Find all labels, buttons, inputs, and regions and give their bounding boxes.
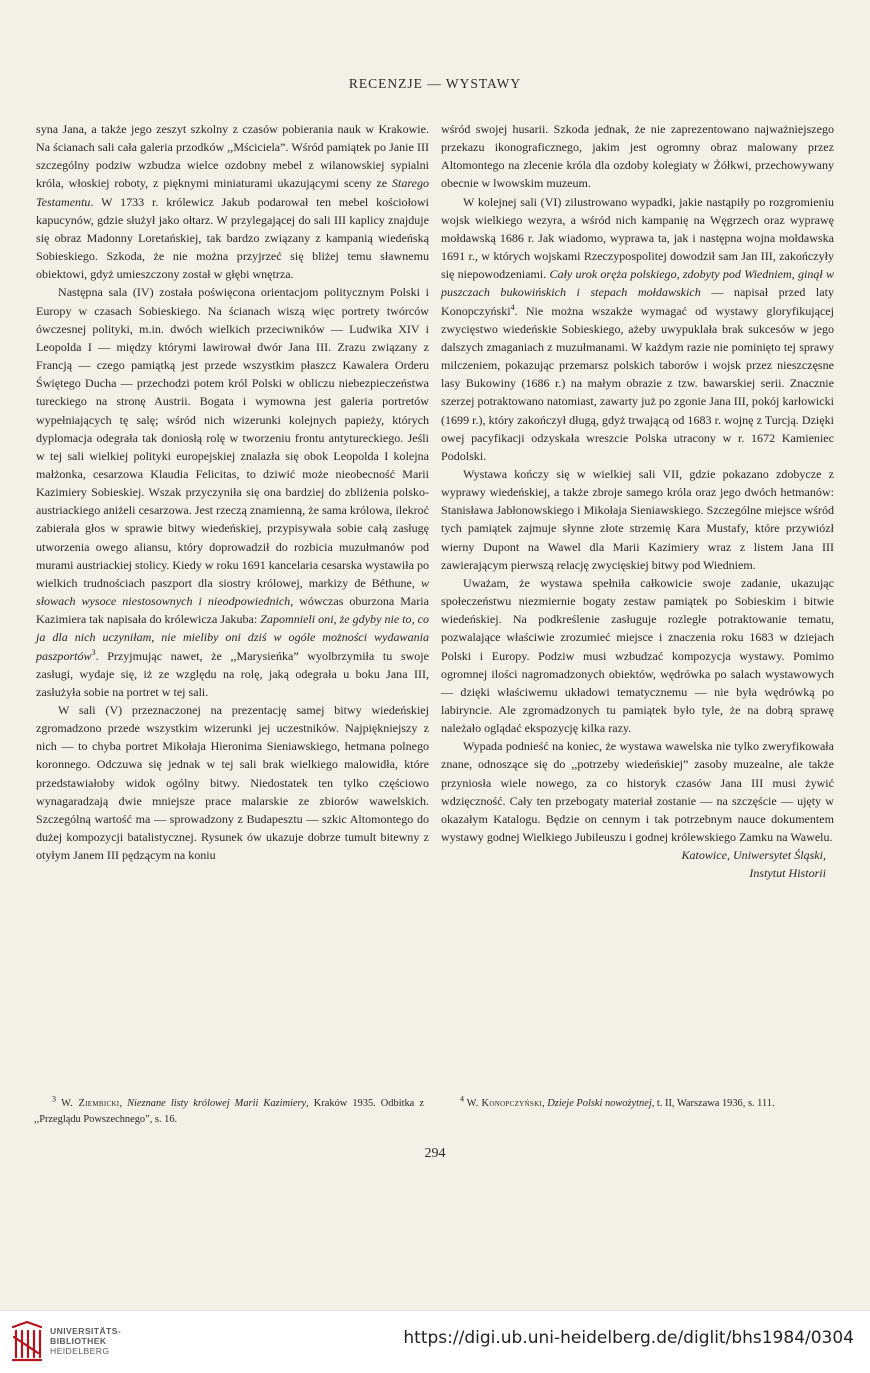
paragraph: Uważam, że wystawa spełniła całkowicie swoje zadanie, ukazując społeczeństwu niezmiernie bogaty zestaw pamiątek po Sobieskim i bitwie wiedeńskiej. Na podkreślenie zasługuje rozległe potraktowanie tematu, pozwalające właściwie zrozumieć miejsce i znaczenia roku 1683 w dziejach Polski i Europy. Podziw musi wzbudzać kompozycja wystawy. Pomimo ogromnej ilości nagromadzonych obiektów, wędrówka po salach wystawowych — dzięki właściwemu układowi tematycznemu — nie była wędrówką po labiryncie. Ale zgromadzonych tu pamiątek było tyle, że na dobrą sprawę należało oglądać ekspozycję kilka razy. [441,575,834,736]
paragraph: W sali (V) przeznaczonej na prezentację samej bitwy wiedeńskiej zgromadzono przede wszystkim wizerunki jej uczestników. Najpiękniejszy z nich — to chyba portret Mikołaja Hieronima Sieniawskiego, hetmana polnego koronnego. Odczuwa się jednak w tej sali brak wielkiego malowidła, które przedstawiałoby widok ogólny bitwy. Niedostatek ten tylko częściowo wynagaradzają dwie mniejsze prace malarskie ze zbiorów wawelskich. Szczególną wartość ma — sprowadzony z Budapesztu — szkic Altomontego do dużej kompozycji batalistycznej. Rysunek ów ukazuje dobrze tumult bitewny z otyłym Janem III pędzącym na koniu [36,703,429,863]
paragraph: Następna sala (IV) została poświęcona orientacjom politycznym Polski i Europy w czasach Sobieskiego. Na ścianach wiszą więc portrety twórców ówczesnej polityki, m.in. dwóch wielkich przeciwników — Ludwika XIV i Leopolda I — między którymi lawirował dwór Jana III. Zrazu związany z Francją — czego pamiątką jest przede wszystkim płaszcz Kawalera Orderu Świętego Ducha — przechodzi potem król Polski w obliczu niebezpieczeństwa tureckiego na stronę Austrii. Bogata i wymowna jest galeria portretów wypełniających tę salę; wśród nich wizerunki kolejnych papieży, których dyplomacja odegrała tak doniosłą rolę w tworzeniu frontu antytureckiego. Jeśli w tej sali wielkiej polityki europejskiej znalazła się obok Leopolda I kolejna małżonka, cesarzowa Klaudia Felicitas, to dziwić może nieobecność Marii Kazimiery Sobieskiej. Wszak przyczyniła się ona bardziej do zbliżenia polsko-austriackiego aniżeli cesarzowa. Jest rzeczą znamienną, że sama królowa, ilekroć zabierała głos w sprawie bitwy wiedeńskiej, przypisywała sobie całą zasługę utworzenia owego aliansu, który doprowadził do rozbicia muzułmanów pod murami austriackiej stolicy. Kiedy w roku 1691 kancelaria cesarska wystawiła po wielkich trudnościach paszport dla siostry królowej, markizy de Béthune, w słowach wysoce niestosownych i nieodpowiednich, wówczas oburzona Maria Kazimiera tak napisała do królewicza Jakuba: Zapomnieli oni, że gdyby nie to, co ja dla nich uczyniłam, nie mieliby oni dziś w ogóle możności wydawania paszportów$^3$. Przyjmując nawet, że ,,Marysieńka” wyolbrzymiła tu swoje zasługi, wydaje się, iż ze względu na rolę, jaką odegrała u boku Jana III, zasłużyła sobie na portret w tej sali. [36,285,429,699]
page-number: 294 [424,1146,446,1161]
footnote-3: $^3$ W. Ziembicki, Nieznane listy królowej Marii Kazimiery, Kraków 1935. Odbitka z ,,Przeglądu Powszechnego”, s. 16. [34,1094,424,1125]
footnote-ref[interactable]: 4 [510,302,515,312]
author-institute: Instytut Historii [749,866,826,881]
library-name: UNIVERSITÄTS- BIBLIOTHEK HEIDELBERG [50,1326,122,1357]
university-library-logo-icon[interactable] [10,1319,44,1363]
footnote-ref[interactable]: 3 [91,647,96,657]
paragraph: syna Jana, a także jego zeszyt szkolny z czasów pobierania nauk w Krakowie. Na ścianach sali cała galeria przodków ,,Mściciela”. Wśród pamiątek po Janie III szczególny podziw wzbudza wielce ozdobny mebel z wilanowskiej sypialni króla, włoskiej roboty, z pięknymi miniaturami ukazującymi sceny ze Starego Testamentu. W 1733 r. królewicz Jakub podarował ten mebel kościołowi kapucynów, gdzie służył jako ołtarz. W przylegającej do sali III kaplicy znajduje się obraz Madonny Loretańskiej, tak bardzo związany z kampanią wiedeńską Sobieskiego. Szkoda, że nie można przyjrzeć się bliżej temu sławnemu obiektowi, gdyż umieszczony został w głębi wnętrza. [36,122,429,282]
author-affiliation: Katowice, Uniwersytet Śląski, [681,848,826,863]
source-url-link[interactable]: https://digi.ub.uni-heidelberg.de/diglit/bhs1984/0304 [403,1328,854,1348]
running-head: RECENZJE — WYSTAWY [348,76,522,91]
paragraph: wśród swojej husarii. Szkoda jednak, że nie zaprezentowano najważniejszego przekazu ikonograficznego, jakim jest ogromny obraz malowany przez Altomontego na zlecenie króla dla ozdoby kolegiaty w Żółkwi, przechowywany obecnie w lwowskim muzeum. [441,122,834,191]
paragraph: W kolejnej sali (VI) zilustrowano wypadki, jakie nastąpiły po rozgromieniu wojsk wielkiego wezyra, a wśród nich kampanię na Węgrzech oraz wyprawę mołdawską 1686 r. Jak wiadomo, wyprawa ta, jak i następna wojna mołdawska 1691 r., w których wojskami Rzeczypospolitej dowodził sam Jan III, zakończyły się niepowodzeniami. Cały urok oręża polskiego, zdobyty pod Wiedniem, ginął w puszczach bukowińskich i stepach mołdawskich — napisał przed laty Konopczyński$^4$. Nie można wszakże wymagać od wystawy gloryfikującej zwycięstwo wiedeńskie Sobieskiego, ażeby uwypuklała brak sukcesów w jego dalszych zmaganiach z muzułmanami. W każdym razie nie pominięto tej sprawy milczeniem, pokazując przemarsz polskich taborów i wojsk przez nieszczęsne lasy Bukowiny (1686 r.) na małym obrazie z tzw. bawarskiej serii. Znacznie szerzej potraktowano natomiast, zawarty już po zgonie Jana III, pokój karłowicki (1699 r.), który zakończył długą, gdyż trwającą od 1683 r. wojnę z Turcją. Dzięki owej pacyfikacji odzyskała wreszcie Polska utracony w r. 1672 Kamieniec Podolski. [441,194,835,463]
viewer-footer [0,1310,870,1373]
right-column [441,120,834,883]
paragraph: Wypada podnieść na koniec, że wystawa wawelska nie tylko zweryfikowała znane, odnoszące się do ,,potrzeby wiedeńskiej” zasoby muzealne, ale także przyniosła wiele nowego, za co historyk czasów Jana III musi żywić wdzięczność. Cały ten przebogaty materiał zostanie — na szczęście — ujęty w okazałym Katalogu. Będzie on cennym i tak potrzebnym nauce dokumentem wystawy godnej Wielkiego Jubileuszu i godnej królewskiego Zamku na Wawelu. [441,739,834,845]
footnote-4: $^4$ W. Konopczyński, Dzieje Polski nowożytnej, t. II, Warszawa 1936, s. 111. [460,1094,775,1109]
left-column [36,120,429,864]
paragraph: Wystawa kończy się w wielkiej sali VII, gdzie pokazano zdobycze z wyprawy wiedeńskiej, a także zbroje samego króla oraz jego dwóch hetmanów: Stanisława Jabłonowskiego i Mikołaja Sieniawskiego. Szczególne miejsce wśród tych pamiątek zajmuje słynne złote strzemię Kara Mustafy, które przywiózł wierny Dupont na Wawel dla Marii Kazimiery wraz z listem Jana III zawierającym pierwszą relację zwycięskiej bitwy pod Wiedniem. [441,466,834,572]
